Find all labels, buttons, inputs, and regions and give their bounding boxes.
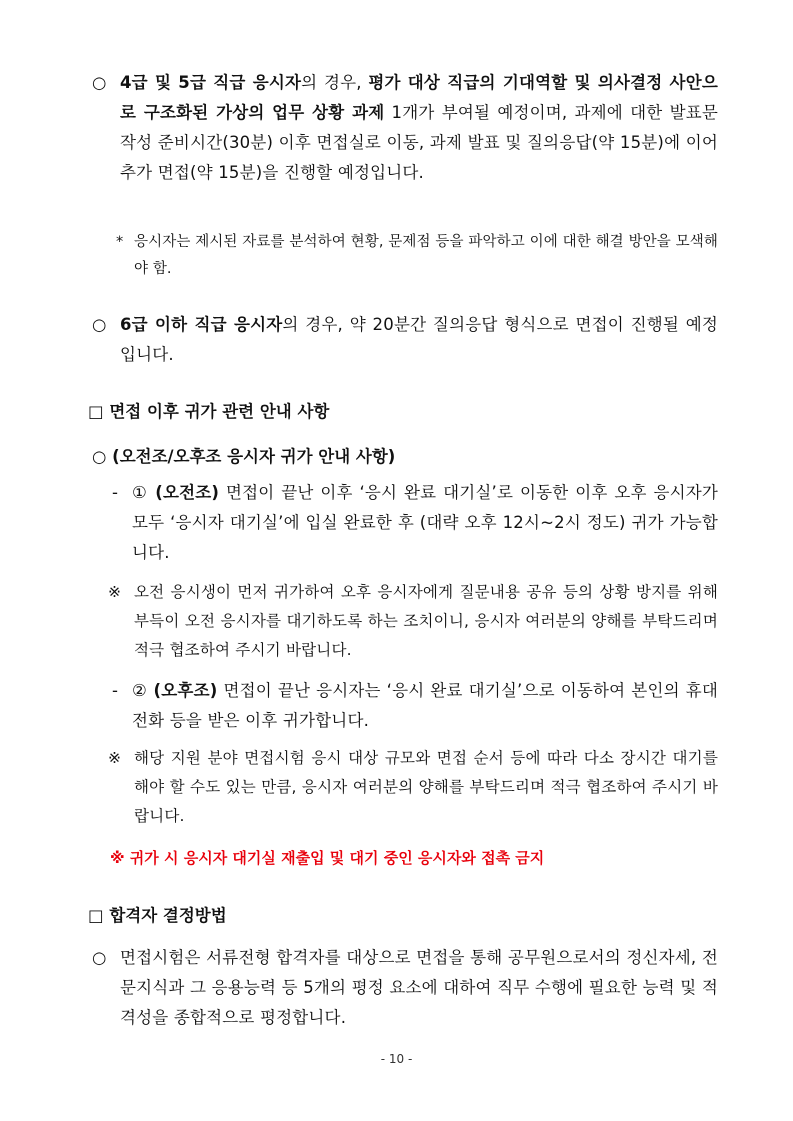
subheading-morning-afternoon [92,445,732,469]
dash-mark: - [112,483,119,502]
text: 의 경우, 약 20분간 질의응답 형식으로 면접이 진행될 예정입니다. [120,315,718,364]
note-analysis [116,229,718,283]
grade6-label: 6급 이하 직급 응시자 [120,315,283,334]
page-number [0,1052,793,1066]
reference-text: 해당 지원 분야 면접시험 응시 대상 규모와 면접 순서 등에 따라 다소 장시간 대기를 해야 할 수도 있는 만큼, 응시자 여러분의 양해를 부탁드리며 적극 협조하여 주시기 바랍니다. [134,749,718,825]
circled-number-1: ① [132,483,149,502]
paragraph-grade4-5 [92,68,718,188]
reference-note-waiting [108,744,718,831]
paragraph-interview-evaluation [92,943,718,1033]
task-description-bold: 평가 대상 직급의 기대역할 및 의사결정 사안으로 구조화된 가상의 업무 상황 과제 [120,73,718,122]
text: 면접이 끝난 응시자는 ‘응시 완료 대기실’으로 이동하여 본인의 휴대전화 등을 받은 이후 귀가합니다. [132,681,718,730]
item-morning-group [112,478,718,568]
section-heading-return-home [88,400,728,424]
asterisk-mark: * [116,234,124,250]
circle-bullet-icon: ○ [92,315,107,334]
reference-note-morning [108,578,718,665]
text: 면접이 끝난 이후 ‘응시 완료 대기실’로 이동한 이후 오후 응시자가 모두 ‘응시자 대기실’에 입실 완료한 후 (대략 오후 12시~2시 정도) 귀가 가능합니다. [132,483,718,562]
dash-mark: - [112,681,119,700]
square-box-icon: □ [88,402,104,421]
subheading-text: (오전조/오후조 응시자 귀가 안내 사항) [112,447,396,466]
morning-group-label: (오전조) [155,483,220,502]
warning-no-reentry [110,847,730,869]
circle-bullet-icon: ○ [92,447,107,466]
circle-bullet-icon: ○ [92,73,107,92]
circle-bullet-icon: ○ [92,948,107,967]
heading-text: 면접 이후 귀가 관련 안내 사항 [109,402,330,421]
paragraph-text: 면접시험은 서류전형 합격자를 대상으로 면접을 통해 공무원으로서의 정신자세, 전문지식과 그 응용능력 등 5개의 평정 요소에 대하여 직무 수행에 필요한 능력 및 적격성을 종합적으로 평정합니다. [120,948,718,1027]
item-afternoon-group [112,676,718,736]
section-heading-selection-method [88,904,728,928]
reference-text: 오전 응시생이 먼저 귀가하여 오후 응시자에게 질문내용 공유 등의 상황 방지를 위해 부득이 오전 응시자를 대기하도록 하는 조치이니, 응시자 여러분의 양해를 부탁드리며 적극 협조하여 주시기 바랍니다. [134,583,718,659]
grade4-5-label: 4급 및 5급 직급 응시자 [120,73,302,92]
text: 의 경우, [301,73,369,92]
page-number-text: - 10 - [380,1052,413,1066]
heading-text: 합격자 결정방법 [109,906,227,925]
warning-text: ※ 귀가 시 응시자 대기실 재출입 및 대기 중인 응시자와 접촉 금지 [110,849,545,867]
note-text: 응시자는 제시된 자료를 분석하여 현황, 문제점 등을 파악하고 이에 대한 해결 방안을 모색해야 함. [134,234,718,277]
afternoon-group-label: (오후조) [153,681,218,700]
circled-number-2: ② [132,681,148,700]
square-box-icon: □ [88,906,104,925]
paragraph-grade6 [92,310,718,370]
reference-mark: ※ [108,583,122,601]
text: 1개가 부여될 예정이며, 과제에 대한 발표문 작성 준비시간(30분) 이후 면접실로 이동, 과제 발표 및 질의응답(약 15분)에 이어 추가 면접(약 15분)을 진행할 예정입니다. [120,103,718,182]
reference-mark: ※ [108,749,122,767]
